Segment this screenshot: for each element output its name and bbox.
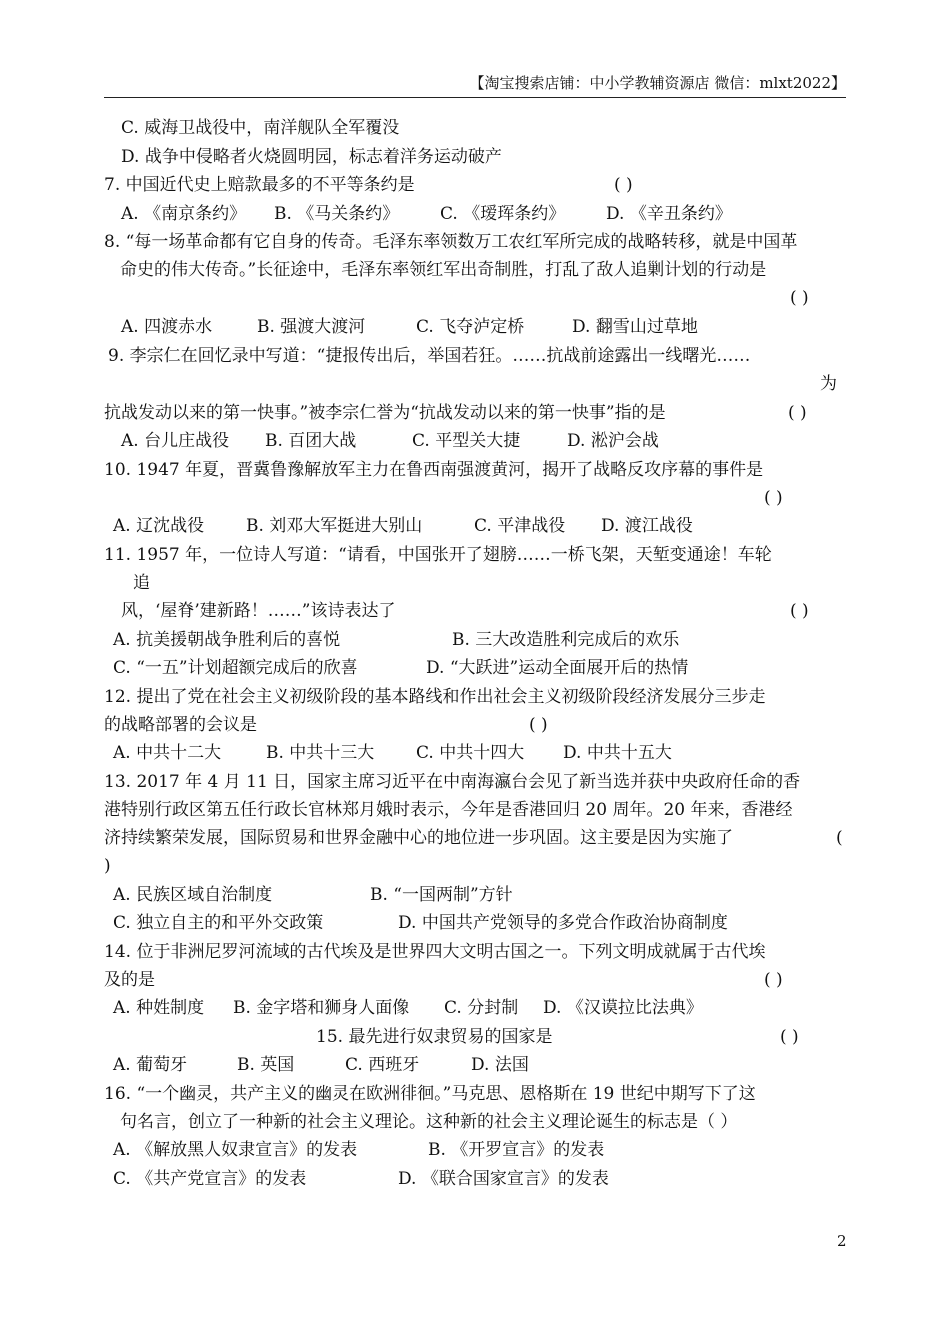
- q10-option-b: B. 刘邓大军挺进大别山: [246, 516, 423, 536]
- q16-option-c: C. 《共产党宣言》的发表: [113, 1169, 307, 1189]
- q11-option-c: C. “一五”计划超额完成后的欣喜: [113, 658, 358, 678]
- q10-stem: 10. 1947 年夏，晋冀鲁豫解放军主力在鲁西南强渡黄河，揭开了战略反攻序幕的事件是: [104, 460, 764, 480]
- q13-paren-close: ): [104, 856, 111, 876]
- q13-option-a: A. 民族区域自治制度: [113, 885, 273, 905]
- q8-stem-line1: 8. “每一场革命都有它自身的传奇。毛泽东率领数万工农红军所完成的战略转移，就是中国革: [104, 232, 798, 252]
- q16-option-a: A. 《解放黑人奴隶宣言》的发表: [113, 1140, 358, 1160]
- q7-option-d: D. 《辛丑条约》: [606, 204, 732, 224]
- page-header: 【淘宝搜索店铺：中小学教辅资源店 微信：mlxt2022】: [469, 74, 846, 92]
- q7-option-b: B. 《马关条约》: [274, 204, 400, 224]
- q14-option-d: D. 《汉谟拉比法典》: [543, 998, 703, 1018]
- q12-stem-line1: 12. 提出了党在社会主义初级阶段的基本路线和作出社会主义初级阶段经济发展分三步走: [104, 687, 766, 707]
- q14-option-a: A. 种姓制度: [113, 998, 205, 1018]
- q16-option-b: B. 《开罗宣言》的发表: [428, 1140, 605, 1160]
- q15-answer-paren: ( ): [780, 1027, 799, 1047]
- q10-answer-paren: ( ): [764, 488, 783, 508]
- q14-option-b: B. 金字塔和狮身人面像: [233, 998, 410, 1018]
- q10-option-a: A. 辽沈战役: [113, 516, 205, 536]
- q8-option-a: A. 四渡赤水: [121, 317, 213, 337]
- q6-option-d: D. 战争中侵略者火烧圆明园，标志着洋务运动破产: [121, 147, 502, 167]
- q15-option-b: B. 英国: [237, 1055, 295, 1075]
- q16-option-d: D. 《联合国家宣言》的发表: [398, 1169, 609, 1189]
- q11-answer-paren: ( ): [790, 601, 809, 621]
- q10-option-d: D. 渡江战役: [601, 516, 693, 536]
- q16-stem-line2: 句名言，创立了一种新的社会主义理论。这种新的社会主义理论诞生的标志是（ ）: [120, 1112, 738, 1132]
- q16-stem-line1: 16. “一个幽灵，共产主义的幽灵在欧洲徘徊。”马克思、恩格斯在 19 世纪中期写下了这: [104, 1084, 756, 1104]
- q12-option-a: A. 中共十二大: [113, 743, 222, 763]
- q8-option-d: D. 翻雪山过草地: [572, 317, 698, 337]
- q13-stem-line1: 13. 2017 年 4 月 11 日，国家主席习近平在中南海瀛台会见了新当选并获中央政府任命的香: [104, 772, 801, 792]
- q9-stem-line1: 9. 李宗仁在回忆录中写道：“捷报传出后，举国若狂。……抗战前途露出一线曙光……: [108, 346, 751, 366]
- q8-stem-line2: 命史的伟大传奇。”长征途中，毛泽东率领红军出奇制胜，打乱了敌人追剿计划的行动是: [120, 260, 767, 280]
- q6-option-c: C. 威海卫战役中，南洋舰队全军覆没: [121, 118, 400, 138]
- q11-option-d: D. “大跃进”运动全面展开后的热情: [426, 658, 689, 678]
- q9-option-c: C. 平型关大捷: [412, 431, 521, 451]
- q11-option-a: A. 抗美援朝战争胜利后的喜悦: [113, 630, 341, 650]
- q9-option-d: D. 淞沪会战: [567, 431, 659, 451]
- q12-option-d: D. 中共十五大: [563, 743, 672, 763]
- q9-stem-line2: 抗战发动以来的第一快事。”被李宗仁誉为“抗战发动以来的第一快事”指的是: [104, 403, 666, 423]
- q9-wrap-char: 为: [820, 374, 837, 394]
- q14-option-c: C. 分封制: [444, 998, 519, 1018]
- q11-stem-line1: 11. 1957 年，一位诗人写道：“请看，中国张开了翅膀……一桥飞架，天堑变通途！车轮: [104, 545, 772, 565]
- q15-option-a: A. 葡萄牙: [113, 1055, 188, 1075]
- q13-paren-open: (: [836, 828, 843, 848]
- q15-option-c: C. 西班牙: [345, 1055, 420, 1075]
- q12-option-b: B. 中共十三大: [266, 743, 375, 763]
- q11-stem-line2: 风，‘屋脊’建新路！……”该诗表达了: [121, 601, 396, 621]
- q12-option-c: C. 中共十四大: [416, 743, 525, 763]
- q7-stem: 7. 中国近代史上赔款最多的不平等条约是: [104, 175, 415, 195]
- q12-answer-paren: ( ): [529, 715, 548, 735]
- q7-option-a: A. 《南京条约》: [121, 204, 247, 224]
- q8-answer-paren: ( ): [790, 288, 809, 308]
- q9-option-b: B. 百团大战: [265, 431, 357, 451]
- q14-stem-line1: 14. 位于非洲尼罗河流域的古代埃及是世界四大文明古国之一。下列文明成就属于古代埃: [104, 942, 766, 962]
- q9-answer-paren: ( ): [788, 403, 807, 423]
- q7-answer-paren: ( ): [614, 175, 633, 195]
- q13-option-b: B. “一国两制”方针: [370, 885, 513, 905]
- q10-option-c: C. 平津战役: [474, 516, 566, 536]
- q8-option-b: B. 强渡大渡河: [257, 317, 366, 337]
- q15-option-d: D. 法国: [471, 1055, 529, 1075]
- q14-answer-paren: ( ): [764, 970, 783, 990]
- q7-option-c: C. 《瑷珲条约》: [440, 204, 566, 224]
- q13-option-d: D. 中国共产党领导的多党合作政治协商制度: [398, 913, 728, 933]
- q13-stem-line3: 济持续繁荣发展，国际贸易和世界金融中心的地位进一步巩固。这主要是因为实施了: [104, 828, 733, 848]
- q13-option-c: C. 独立自主的和平外交政策: [113, 913, 324, 933]
- q11-wrap-char: 追: [133, 573, 150, 593]
- header-rule: [104, 97, 846, 98]
- q14-stem-line2: 及的是: [104, 970, 155, 990]
- page-number: 2: [837, 1232, 847, 1250]
- q9-option-a: A. 台儿庄战役: [121, 431, 230, 451]
- q13-stem-line2: 港特别行政区第五任行政长官林郑月娥时表示，今年是香港回归 20 周年。20 年来，香港经: [104, 800, 793, 820]
- q8-option-c: C. 飞夺泸定桥: [416, 317, 525, 337]
- q11-option-b: B. 三大改造胜利完成后的欢乐: [452, 630, 680, 650]
- q15-stem: 15. 最先进行奴隶贸易的国家是: [316, 1027, 553, 1047]
- q12-stem-line2: 的战略部署的会议是: [104, 715, 257, 735]
